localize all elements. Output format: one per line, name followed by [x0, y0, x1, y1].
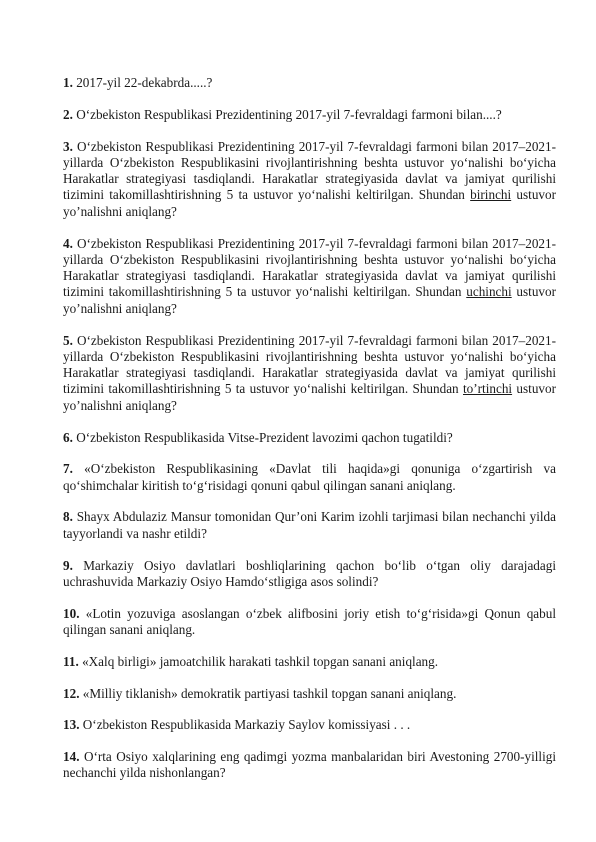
document-page: [63, 75, 556, 797]
question-list: [63, 75, 556, 782]
question-text: O‘rta Osiyo xalqlarining eng qadimgi yozma manbalaridan biri Avestoning 2700-yilligi nechanchi yilda nishonlangan?: [63, 749, 557, 781]
question-item: [63, 236, 556, 317]
question-number: 8.: [63, 509, 73, 525]
question-item: [63, 75, 556, 91]
question-item: [63, 461, 556, 494]
question-item: [63, 107, 556, 123]
question-number: 9.: [63, 557, 73, 573]
question-text: O‘zbekiston Respublikasi Prezidentining 2017-yil 7-fevraldagi farmoni bilan....?: [76, 106, 502, 122]
question-text: ustuvor yo’nalishni aniqlang?: [63, 381, 556, 413]
question-item: [63, 654, 556, 670]
question-text: ustuvor yo’nalishni aniqlang?: [63, 187, 556, 219]
question-text: 2017-yil 22-dekabrda.....?: [76, 75, 213, 90]
question-text: Markaziy Osiyo davlatlari boshliqlarining qachon bo‘lib o‘tgan oliy darajadagi uchrashuvida Markaziy Osiyo Hamdo‘stligiga asos solindi?: [63, 557, 557, 589]
question-number: 3.: [63, 138, 73, 154]
question-number: 7.: [63, 461, 73, 477]
question-text: ustuvor yo’nalishni aniqlang?: [63, 284, 556, 316]
question-item: [63, 558, 556, 591]
question-item: [63, 686, 556, 702]
question-item: [63, 717, 556, 733]
question-number: 5.: [63, 332, 73, 348]
question-number: 6.: [63, 429, 73, 445]
question-item: [63, 749, 556, 782]
question-text: O‘zbekiston Respublikasida Markaziy Saylov komissiyasi . . .: [82, 717, 411, 733]
question-text: «Milliy tiklanish» demokratik partiyasi tashkil topgan sanani aniqlang.: [82, 685, 457, 701]
question-text: Shayx Abdulaziz Mansur tomonidan Qur’oni Karim izohli tarjimasi bilan nechanchi yilda tayyorlandi va nashr etildi?: [63, 509, 556, 541]
question-text: O‘zbekiston Respublikasida Vitse-Prezident lavozimi qachon tugatildi?: [76, 429, 453, 445]
question-number: 12.: [63, 685, 80, 701]
question-text: «O‘zbekiston Respublikasining «Davlat tili haqida»gi qonuniga o‘zgartirish va qo‘shimchalar kiritish to‘g‘risidagi qonuni qabul qilingan sanani aniqlang.: [63, 461, 556, 493]
question-number: 4.: [63, 235, 73, 251]
question-item: [63, 333, 556, 414]
question-number: 10.: [63, 605, 80, 621]
question-text: O‘zbekiston Respublikasi Prezidentining 2017-yil 7-fevraldagi farmoni bilan 2017–2021-yillarda O‘zbekiston Respublikasini rivojlantirishning beshta ustuvor yo‘nalishi bo‘yicha Harakatlar strategiyasi tasdiqlandi. Harakatlar strategiyasida davlat va jamiyat qurilishi tizimini takomillashtirishning 5 ta ustuvor yo‘nalishi keltirilgan. Shundan: [63, 138, 556, 203]
question-text: O‘zbekiston Respublikasi Prezidentining 2017-yil 7-fevraldagi farmoni bilan 2017–2021-yillarda O‘zbekiston Respublikasini rivojlantirishning beshta ustuvor yo‘nalishi bo‘yicha Harakatlar strategiyasi tasdiqlandi. Harakatlar strategiyasida davlat va jamiyat qurilishi tizimini takomillashtirishning 5 ta ustuvor yo‘nalishi keltirilgan. Shundan: [63, 332, 556, 397]
question-item: [63, 430, 556, 446]
question-number: 14.: [63, 749, 80, 765]
question-number: 2.: [63, 106, 73, 122]
question-text: O‘zbekiston Respublikasi Prezidentining 2017-yil 7-fevraldagi farmoni bilan 2017–2021-yillarda O‘zbekiston Respublikasini rivojlantirishning beshta ustuvor yo‘nalishi bo‘yicha Harakatlar strategiyasi tasdiqlandi. Harakatlar strategiyasida davlat va jamiyat qurilishi tizimini takomillashtirishning 5 ta ustuvor yo‘nalishi keltirilgan. Shundan: [63, 235, 556, 300]
question-item: [63, 139, 556, 220]
question-keyword-underlined: to’rtinchi: [463, 381, 513, 397]
question-text: «Xalq birligi» jamoatchilik harakati tashkil topgan sanani aniqlang.: [82, 653, 439, 669]
question-text: «Lotin yozuviga asoslangan o‘zbek alifbosini joriy etish to‘g‘risida»gi Qonun qabul qilingan sanani aniqlang.: [63, 605, 556, 637]
question-number: 11.: [63, 653, 79, 669]
question-keyword-underlined: uchinchi: [466, 284, 512, 300]
question-number: 13.: [63, 717, 80, 733]
question-item: [63, 606, 556, 639]
question-item: [63, 509, 556, 542]
question-number: 1.: [63, 75, 73, 90]
question-keyword-underlined: birinchi: [470, 187, 512, 203]
